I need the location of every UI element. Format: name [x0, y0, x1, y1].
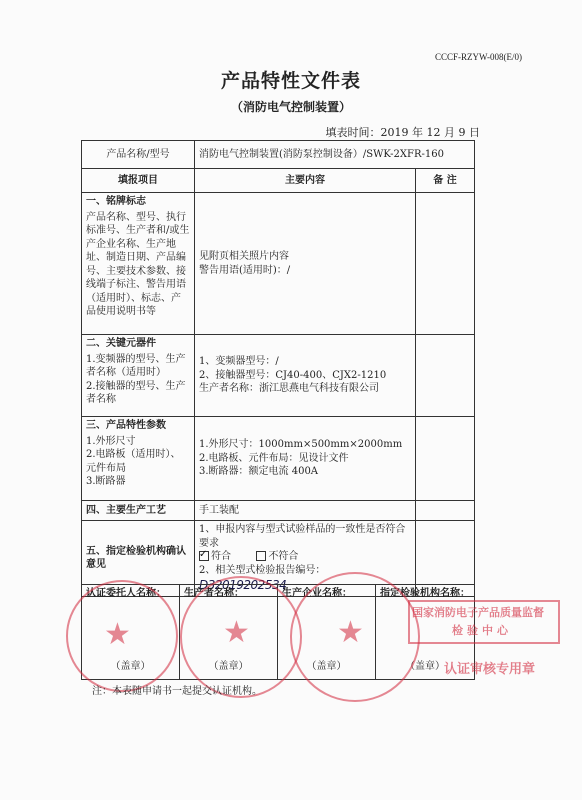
section-3-content-line2: 2.电路板、元件布局：见设计文件 — [199, 452, 349, 464]
option-not-conforms-label: 不符合 — [268, 551, 299, 562]
fill-date: 填表时间：2019 年 12 月 9 日 — [325, 126, 480, 139]
section-3-desc-line1: 1.外形尺寸 — [86, 435, 136, 447]
seal-star-icon: ★ — [223, 615, 250, 650]
section-1-content-line2: 警告用语(适用时)：/ — [199, 264, 291, 276]
product-name-value: 消防电气控制装置(消防泵控制设备）/SWK-2XFR-160 — [195, 141, 475, 169]
section-1-content — [195, 193, 416, 335]
section-4-remark — [416, 501, 475, 521]
section-5-title: 五、指定检验机构确认意见 — [82, 521, 195, 597]
section-2-content — [195, 335, 416, 417]
option-conforms-label: 符合 — [211, 551, 231, 562]
section-2-desc-line2: 2.接触器的型号、生产者名称 — [86, 380, 186, 405]
product-name-label: 产品名称/型号 — [82, 141, 195, 169]
section-1-item — [82, 193, 195, 335]
section-2-item — [82, 335, 195, 417]
section-3-remark — [416, 417, 475, 501]
section-3-content — [195, 417, 416, 501]
signature-manufacturer-label: 生产企业名称： — [282, 588, 352, 599]
column-header-content: 主要内容 — [195, 169, 416, 193]
page-title: 产品特性文件表 — [220, 70, 361, 92]
section-2-title: 二、关键元器件 — [86, 338, 156, 349]
product-characteristics-table — [81, 140, 475, 597]
lab-stamp-line2: 检验中心 — [452, 624, 512, 637]
lab-stamp-line1: 国家消防电子产品质量监督 — [412, 606, 544, 619]
section-3-desc-line3: 3.断路器 — [86, 476, 126, 487]
signature-producer-label: 生产者名称： — [184, 588, 244, 599]
section-2-content-line2: 2、接触器型号：CJ40-400、CJX2-1210 — [199, 369, 387, 381]
signature-lab-label: 指定检验机构名称： — [380, 588, 470, 599]
page-subtitle: （消防电气控制装置） — [230, 100, 351, 114]
section-5-content-line1: 1、申报内容与型式试验样品的一致性是否符合要求 — [199, 524, 406, 549]
section-2-content-line1: 1、变频器型号：/ — [199, 356, 279, 368]
checkbox-conforms[interactable] — [199, 551, 209, 561]
footnote: 注：本表随申请书一起提交认证机构。 — [92, 686, 262, 697]
report-number-handwritten: D32019202534 — [199, 578, 287, 592]
section-4-title: 四、主要生产工艺 — [82, 501, 195, 521]
section-1-title: 一、铭牌标志 — [86, 196, 146, 207]
section-4-content: 手工装配 — [195, 501, 416, 521]
lab-stamp-line3: 认证审核专用章 — [444, 662, 536, 677]
signature-lab-seal: （盖章） — [405, 660, 445, 672]
section-3-content-line1: 1.外形尺寸：1000mm×500mm×2000mm — [199, 439, 403, 451]
report-number-label: 2、相关型式检验报告编号： — [199, 564, 326, 576]
section-3-title: 三、产品特性参数 — [86, 420, 166, 431]
column-header-remark: 备 注 — [416, 169, 475, 193]
checkbox-not-conforms[interactable] — [256, 551, 266, 561]
section-3-item — [82, 417, 195, 501]
seal-star-icon: ★ — [337, 615, 364, 650]
section-1-remark — [416, 193, 475, 335]
signature-manufacturer-seal: （盖章） — [306, 660, 347, 672]
section-3-content-line3: 3.断路器：额定电流 400A — [199, 466, 319, 478]
section-1-content-line1: 见附页相关照片内容 — [199, 251, 289, 262]
document-id: CCCF-RZYW-008(E/0) — [435, 52, 522, 62]
signature-client-seal: （盖章） — [110, 660, 151, 672]
section-5-options — [199, 550, 411, 564]
section-2-content-line3: 生产者名称：浙江思燕电气科技有限公司 — [199, 383, 379, 395]
section-2-desc-line1: 1.变频器的型号、生产者名称（适用时） — [86, 353, 186, 378]
column-header-item: 填报项目 — [82, 169, 195, 193]
seal-star-icon: ★ — [104, 617, 131, 652]
signature-producer-seal: （盖章） — [208, 660, 249, 672]
signature-client-label: 认证委托人名称： — [86, 588, 166, 599]
section-2-remark — [416, 335, 475, 417]
section-1-desc: 产品名称、型号、执行标准号、生产者和/或生产企业名称、生产地址、制造日期、产品编号、主要技术参数、接线端子标注、警告用语（适用时）、标志、产品使用说明书等 — [86, 211, 190, 317]
section-3-desc-line2: 2.电路板（适用时）、元件布局 — [86, 449, 181, 474]
